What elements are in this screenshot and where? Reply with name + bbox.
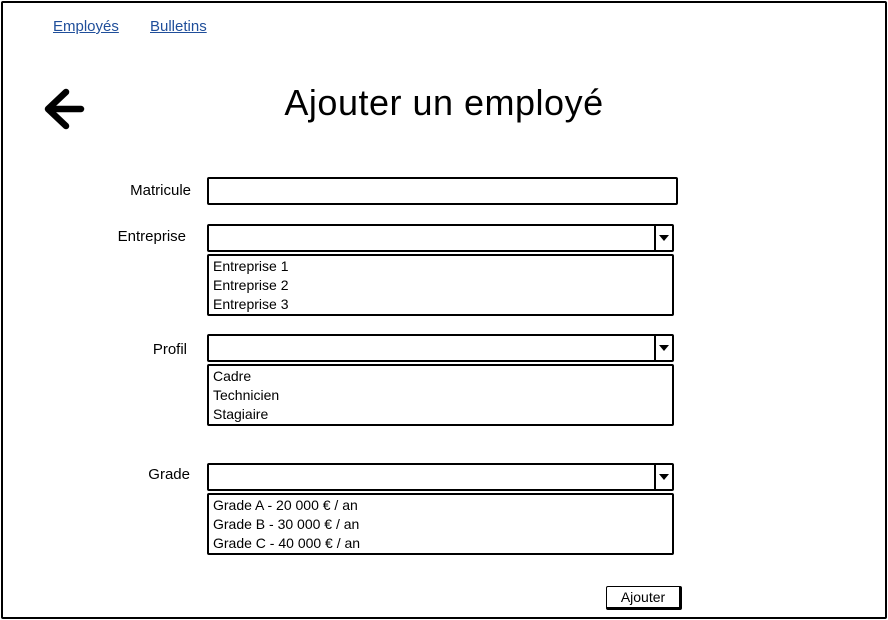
ajouter-button[interactable]: Ajouter	[606, 586, 682, 610]
matricule-label: Matricule	[130, 182, 191, 199]
chevron-down-icon[interactable]	[654, 465, 672, 489]
grade-option[interactable]: Grade C - 40 000 € / an	[213, 535, 361, 551]
entreprise-option[interactable]: Entreprise 1	[213, 258, 289, 274]
profil-label: Profil	[152, 341, 187, 358]
entreprise-select[interactable]	[207, 224, 674, 252]
grade-label: Grade	[148, 466, 190, 483]
page-title: Ajouter un employé	[284, 82, 604, 123]
nav-link-employes[interactable]: Employés	[53, 18, 119, 35]
profil-option[interactable]: Technicien	[213, 387, 280, 403]
chevron-down-icon[interactable]	[654, 226, 672, 250]
grade-option[interactable]: Grade A - 20 000 € / an	[213, 497, 358, 513]
entreprise-option[interactable]: Entreprise 2	[213, 277, 289, 293]
profil-options-list	[207, 364, 674, 426]
grade-option[interactable]: Grade B - 30 000 € / an	[213, 516, 360, 532]
entreprise-options-list	[207, 254, 674, 316]
profil-option[interactable]: Stagiaire	[213, 406, 269, 422]
nav-link-bulletins[interactable]: Bulletins	[150, 18, 207, 35]
matricule-input[interactable]	[207, 177, 678, 205]
chevron-down-icon[interactable]	[654, 336, 672, 360]
grade-select[interactable]	[207, 463, 674, 491]
entreprise-label: Entreprise	[117, 228, 186, 245]
profil-option[interactable]: Cadre	[213, 368, 252, 384]
profil-select[interactable]	[207, 334, 674, 362]
grade-options-list	[207, 493, 674, 555]
entreprise-option[interactable]: Entreprise 3	[213, 296, 289, 312]
